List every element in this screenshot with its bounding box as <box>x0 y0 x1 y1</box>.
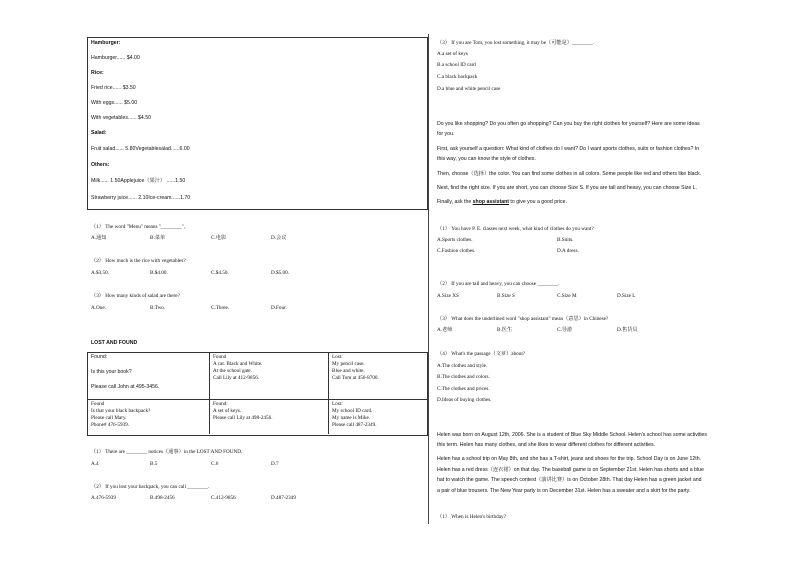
lf-cell-text: At the school gate. <box>213 368 252 374</box>
menu-salad-heading: Salad: <box>91 130 107 136</box>
option: A.The clothes and style. <box>437 363 488 369</box>
option: C.6 <box>211 461 219 467</box>
option: D.$5.00. <box>271 270 290 276</box>
option: A.One. <box>91 305 106 311</box>
menu-rice-heading: Rice: <box>91 70 104 76</box>
option: D.会议 <box>271 235 287 241</box>
helen-passage-line: this term. Helen has many clothes, and she likes to wear different clothes for different activities. <box>437 442 656 448</box>
helen-passage-line: hat to watch the game. The speech contest（演讲比赛）is on October 28th. That day Helen has a green jacket and <box>437 477 702 483</box>
lf-cell-text: Is this your book? <box>91 369 132 375</box>
option: A.$3.50. <box>91 270 110 276</box>
menu-fried-rice: Fried rice...... $3.50 <box>91 85 136 91</box>
option: D.Ideas of buying clothes. <box>437 397 492 403</box>
underlined-word: shop assistant <box>472 199 509 205</box>
option: D.Size L <box>617 293 636 299</box>
shop-question-3: （3） What does the underlined word "shop assistant" mean（意思）in Chinese? <box>437 316 609 322</box>
lf-cell-text: Found: <box>91 354 108 360</box>
option: B.The clothes and colors. <box>437 374 490 380</box>
option: D.487-2349 <box>271 495 296 501</box>
option: B.医生 <box>497 327 513 333</box>
option: D.售货员 <box>617 327 638 333</box>
option: C.a black backpack <box>437 74 478 80</box>
menu-with-eggs: With eggs...... $5.00 <box>91 100 138 106</box>
shop-passage-line: for you. <box>437 131 455 137</box>
lf-cell-text: Call Tom at 456-8700. <box>332 375 379 381</box>
option: B.Size S <box>497 293 515 299</box>
lf-cell-text: Found <box>213 354 227 360</box>
column-divider <box>428 34 429 524</box>
option: B.498-2456 <box>150 495 175 501</box>
lf-cell-text: My pencil case. <box>332 361 365 367</box>
menu-others-heading: Others: <box>91 162 110 168</box>
option: A.通知 <box>91 235 107 241</box>
option: A.4 <box>91 461 99 467</box>
shop-passage-line: Then, choose（选择）the color. You can find some clothes in all colors. Some people like red and others like black. <box>437 171 702 177</box>
option: C.The clothes and prices. <box>437 386 490 392</box>
option: A.老师 <box>437 327 453 333</box>
option: B.菜单 <box>150 235 166 241</box>
lf-cell-text: Please call Mary. <box>91 415 127 421</box>
lf-question-2: （2） If you lost your backpack, you can call ________. <box>91 484 210 490</box>
option: A.a set of keys <box>437 51 468 57</box>
lf-question-1: （1） There are ________ notices（通事）in the LOST AND FOUND. <box>91 449 243 455</box>
option: B.$4.00. <box>150 270 168 276</box>
lf-cell-text: My name is Mike. <box>332 415 371 421</box>
lost-found-title: LOST AND FOUND <box>91 340 138 346</box>
lf-cell-text: Found: <box>213 401 228 407</box>
option: D.7 <box>271 461 279 467</box>
shop-passage-line: Finally, ask the shop assistant to give you a good price. <box>437 199 567 205</box>
shop-question-2: （2） If you are tall and heavy, you can choose ________. <box>437 281 560 287</box>
shop-passage-line: Next, find the right size. If you are short, you can choose Size S. If you are tall and heavy, you can choose Size L. <box>437 185 697 191</box>
menu-milk-juice: Milk...... 1.50Applejuice（果汁） ......1.50 <box>91 178 186 184</box>
option: C.导游 <box>557 327 573 333</box>
option: C.Size M <box>557 293 577 299</box>
lf-cell-text: Lost: <box>332 401 343 407</box>
menu-strawberry-icecream: Strawberry juice...... 2.10Ice-cream......1.70 <box>91 195 191 201</box>
shop-question-1: （1） You have P. E. classes next week, what kind of clothes do you want? <box>437 226 594 232</box>
option: B.Suits. <box>557 237 574 243</box>
option: B.a school ID card <box>437 62 476 68</box>
shop-passage-line: Do you like shopping? Do you often go shopping? Can you buy the right clothes for yourself? Here are some ideas <box>437 121 700 127</box>
option: C.Three. <box>211 305 230 311</box>
shop-passage-line: this way, you can know the style of clothes. <box>437 156 536 162</box>
option: B.5 <box>150 461 158 467</box>
lf-cell-text: Call Lily at 412-9856. <box>213 375 260 381</box>
lf-cell-text: Lost: <box>332 354 343 360</box>
menu-with-vegetables: With vegetables...... $4.50 <box>91 115 151 121</box>
option: C.$4.50. <box>211 270 229 276</box>
option: A.Size XS <box>437 293 459 299</box>
lf-cell-text: Please call John at 495-3456. <box>91 384 160 390</box>
option: D.a blue and white pencil case <box>437 86 501 92</box>
menu-hamburger-item: Hamburger...... $4.00 <box>91 55 140 61</box>
option: C.Fashion clothes. <box>437 248 476 254</box>
lf-cell-text: A cat. Black and White. <box>213 361 263 367</box>
helen-passage-line: Helen was born on August 12th, 2006. She is a student of Blue Sky Middle School. Helen's school has some activities <box>437 432 708 438</box>
lf-cell-text: Phone# 476-5939. <box>91 422 130 428</box>
menu-salads: Fruit salad...... 5.80Vegetablesalad......6.00 <box>91 146 190 152</box>
shop-question-4: （4） What's the passage（文章）about? <box>437 351 526 357</box>
lf-question-3: （3） If you are Tom, you lost something, it may be（可能是）________. <box>437 40 595 46</box>
lf-cell-text: Found <box>91 401 105 407</box>
lf-cell-text: My school ID card. <box>332 408 373 414</box>
menu-question-2: （2） How much is the rice with vegetables? <box>91 258 186 264</box>
option: D.Four. <box>271 305 287 311</box>
lf-cell-text: Is that your black backpack? <box>91 408 151 414</box>
helen-passage-line: Helen has a red dress（连衣裙）on that day. The baseball game is on September 21st. Helen has shorts and a blue <box>437 467 704 473</box>
option: C.电影 <box>211 235 227 241</box>
option: C.412-9856 <box>211 495 236 501</box>
shop-passage-line: First, ask yourself a question: What kind of clothes do I want? Do I want sports clothes, suits or fashion clothes? In <box>437 146 700 152</box>
helen-question-1: （1） When is Helen's birthday? <box>437 514 506 520</box>
menu-hamburger-heading: Hamburger: <box>91 40 121 46</box>
option: A.476-5939 <box>91 495 116 501</box>
option: A.Sports clothes. <box>437 237 473 243</box>
option: B.Two. <box>150 305 166 311</box>
option: D.A dress. <box>557 248 579 254</box>
lf-cell-text: Please call Lily at 498-2456. <box>213 415 273 421</box>
lf-cell-text: Please call 487-2349. <box>332 422 377 428</box>
lf-cell-text: A set of keys. <box>213 408 242 414</box>
menu-question-3: （3） How many kinds of salad are there? <box>91 293 180 299</box>
lf-cell-text: Blue and white. <box>332 368 365 374</box>
helen-passage-line: Helen has a school trip on May 8th, and she has a T-shirt, jeans and shoes for the trip. School Day is on June 12th. <box>437 456 702 462</box>
helen-passage-line: a pair of blue trousers. The New Year party is on December 31st. Helen has a sweater and a skirt for the party. <box>437 488 691 494</box>
menu-question-1: （1） The word "Menu" means "________"。 <box>91 224 189 230</box>
